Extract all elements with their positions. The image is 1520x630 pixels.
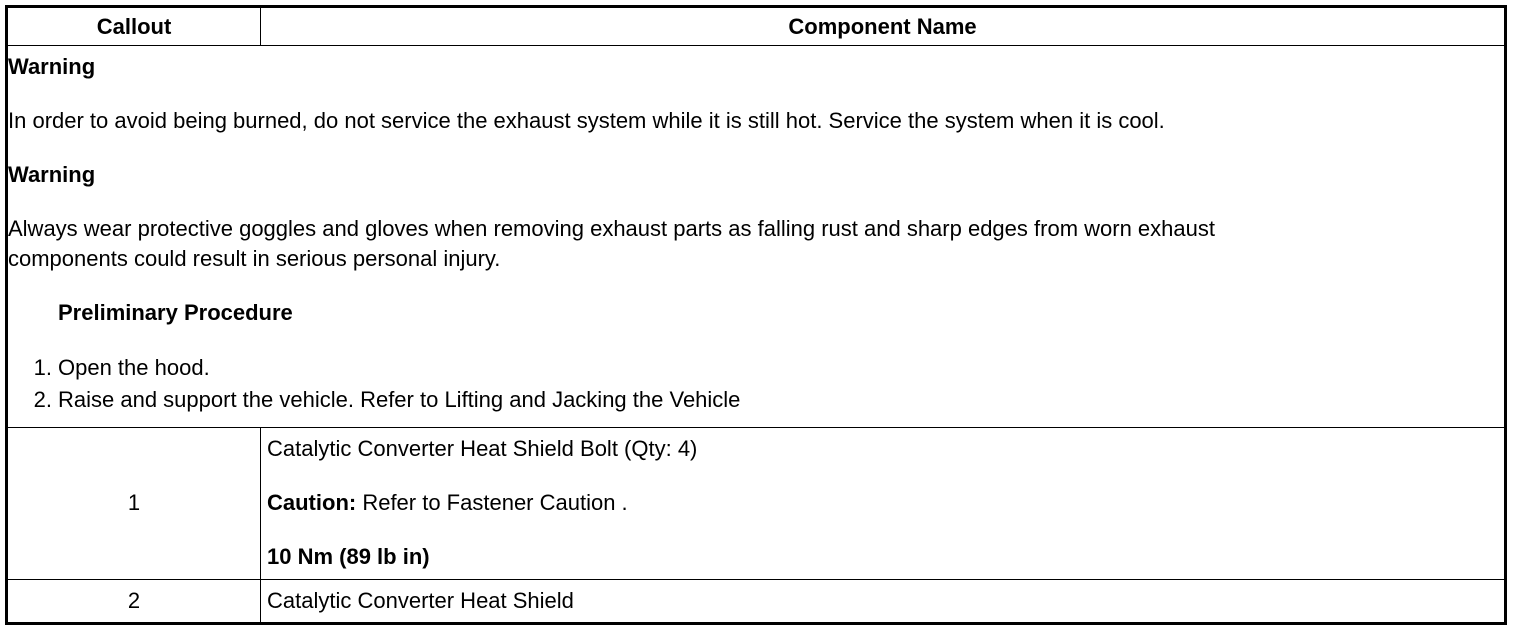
warning-text: Always wear protective goggles and gloves when removing exhaust parts as falling rust and sharp edges from worn exhaust [8, 216, 1215, 242]
table-row [7, 579, 1506, 623]
step-number: 1. [33, 355, 52, 381]
callout-cell: 2 [7, 579, 261, 623]
component-name: Catalytic Converter Heat Shield Bolt (Qty: 4) [267, 435, 698, 461]
caution-text: Refer to Fastener Caution . [356, 489, 628, 515]
component-table [5, 5, 1507, 625]
caution-label: Caution: [267, 489, 357, 515]
warning-title: Warning [8, 162, 96, 188]
notes-cell [7, 46, 1506, 427]
header-callout: Callout [7, 7, 261, 46]
step-text: Raise and support the vehicle. Refer to Lifting and Jacking the Vehicle [58, 387, 741, 413]
component-name: Catalytic Converter Heat Shield [261, 579, 1506, 623]
procedure-step [8, 384, 1504, 416]
header-row [7, 7, 1506, 46]
component-cell [261, 427, 1506, 579]
header-component-name: Component Name [261, 7, 1506, 46]
warning-title: Warning [8, 54, 96, 80]
step-number: 2. [33, 387, 52, 413]
notes-row [7, 46, 1506, 427]
warning-text: In order to avoid being burned, do not service the exhaust system while it is still hot. Service the system when it is cool. [8, 108, 1165, 134]
procedure-step [8, 352, 1504, 384]
warning-text: components could result in serious personal injury. [8, 246, 501, 272]
torque-spec: 10 Nm (89 lb in) [267, 543, 430, 569]
table-row [7, 427, 1506, 579]
callout-cell: 1 [7, 427, 261, 579]
step-text: Open the hood. [58, 355, 210, 381]
caution-line [267, 488, 1498, 518]
procedure-title: Preliminary Procedure [58, 300, 293, 326]
